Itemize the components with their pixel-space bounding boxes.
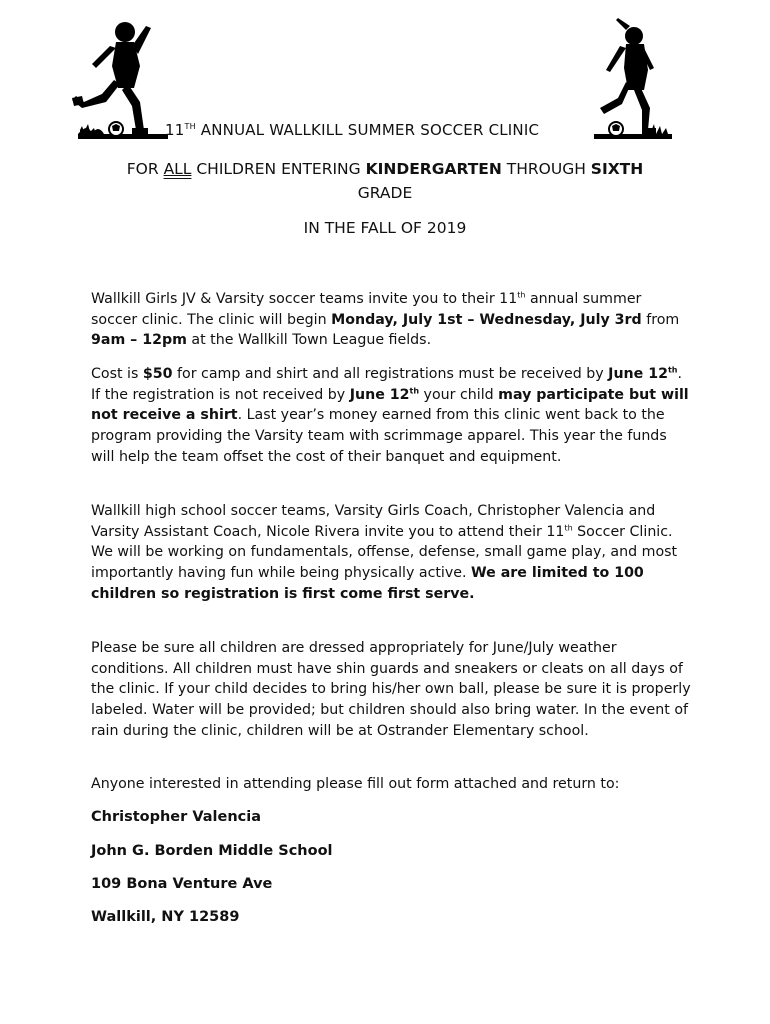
title-text: ANNUAL WALLKILL SUMMER SOCCER CLINIC (195, 121, 540, 139)
text-run: for camp and shirt and all registrations must be received by (172, 366, 609, 382)
deadline-date: June 12 (608, 366, 668, 382)
requirements-text: Please be sure all children are dressed appropriately for June/July weather conditions. All children must have shin guards and sneakers or cleats on all days of the clinic. If your child decides to bring his/her own ball, please be sure it is properly labeled. Water will be provided; but children should also bring water. In the event of rain during the clinic, children will be at Ostrander Elementary school. (91, 640, 691, 739)
soccer-player-right-icon (590, 16, 672, 140)
address-school: John G. Borden Middle School (91, 843, 333, 859)
text-run: Soccer Clinic. We will be working on fundamentals, offense, defense, small game play, and most importantly having fun while being physically active. (91, 523, 678, 582)
return-instructions: Anyone interested in attending please fill out form attached and return to: (91, 776, 620, 792)
subtitle-part: CHILDREN ENTERING (191, 160, 366, 178)
superscript: th (667, 365, 678, 375)
paragraph-coaches (91, 501, 691, 605)
text-run: at the Wallkill Town League fields. (186, 332, 432, 349)
clinic-dates: Monday, July 1st – Wednesday, July 3rd (331, 311, 642, 328)
text-run: annual summer soccer clinic. The clinic will begin (91, 291, 642, 328)
paragraph-intro (91, 289, 691, 351)
address-street: 109 Bona Venture Ave (91, 876, 273, 892)
superscript: th (517, 290, 526, 300)
text-run: Wallkill Girls JV & Varsity soccer teams invite you to their 11 (91, 291, 518, 307)
text-run: Wallkill high school soccer teams, Varsity Girls Coach, Christopher Valencia and Varsity Assistant Coach, Nicole Rivera invite you to attend their 11 (91, 503, 656, 540)
fall-year-line: IN THE FALL OF 2019 (303, 219, 467, 237)
cost-amount: $50 (142, 366, 173, 382)
address-city: Wallkill, NY 12589 (91, 909, 240, 925)
subtitle-sixth: SIXTH (590, 160, 644, 178)
address-name: Christopher Valencia (91, 809, 262, 825)
superscript: th (409, 385, 420, 395)
subtitle-part: FOR (126, 160, 164, 178)
subtitle-part: THROUGH (501, 160, 591, 178)
text-run: . If the registration is not received by (91, 366, 683, 403)
deadline-date: June 12 (349, 386, 410, 403)
text-run: your child (419, 386, 499, 403)
flyer-subtitle (88, 157, 682, 205)
subtitle-kindergarten: KINDERGARTEN (365, 160, 502, 178)
paragraph-return (91, 774, 691, 795)
subtitle-all: ALL (163, 160, 192, 178)
flyer-title (165, 121, 539, 139)
paragraph-requirements (91, 638, 691, 742)
clinic-hours: 9am – 12pm (91, 332, 187, 349)
no-shirt-note: may participate but will not receive a shirt (91, 386, 689, 424)
text-run: from (641, 311, 680, 328)
text-run: Cost is (91, 366, 143, 382)
title-superscript: TH (184, 122, 196, 131)
text-run: . Last year’s money earned from this clinic went back to the program providing the Varsity team with scrimmage apparel. This year the funds will help the team offset the cost of their banquet and equipment. (91, 407, 667, 465)
subtitle-grade: GRADE (357, 184, 413, 202)
limit-note: We are limited to 100 children so registration is first come first serve. (91, 565, 644, 602)
soccer-player-left-icon (68, 18, 170, 140)
paragraph-cost (91, 364, 691, 468)
title-number: 11 (165, 121, 185, 139)
superscript: th (564, 522, 573, 532)
